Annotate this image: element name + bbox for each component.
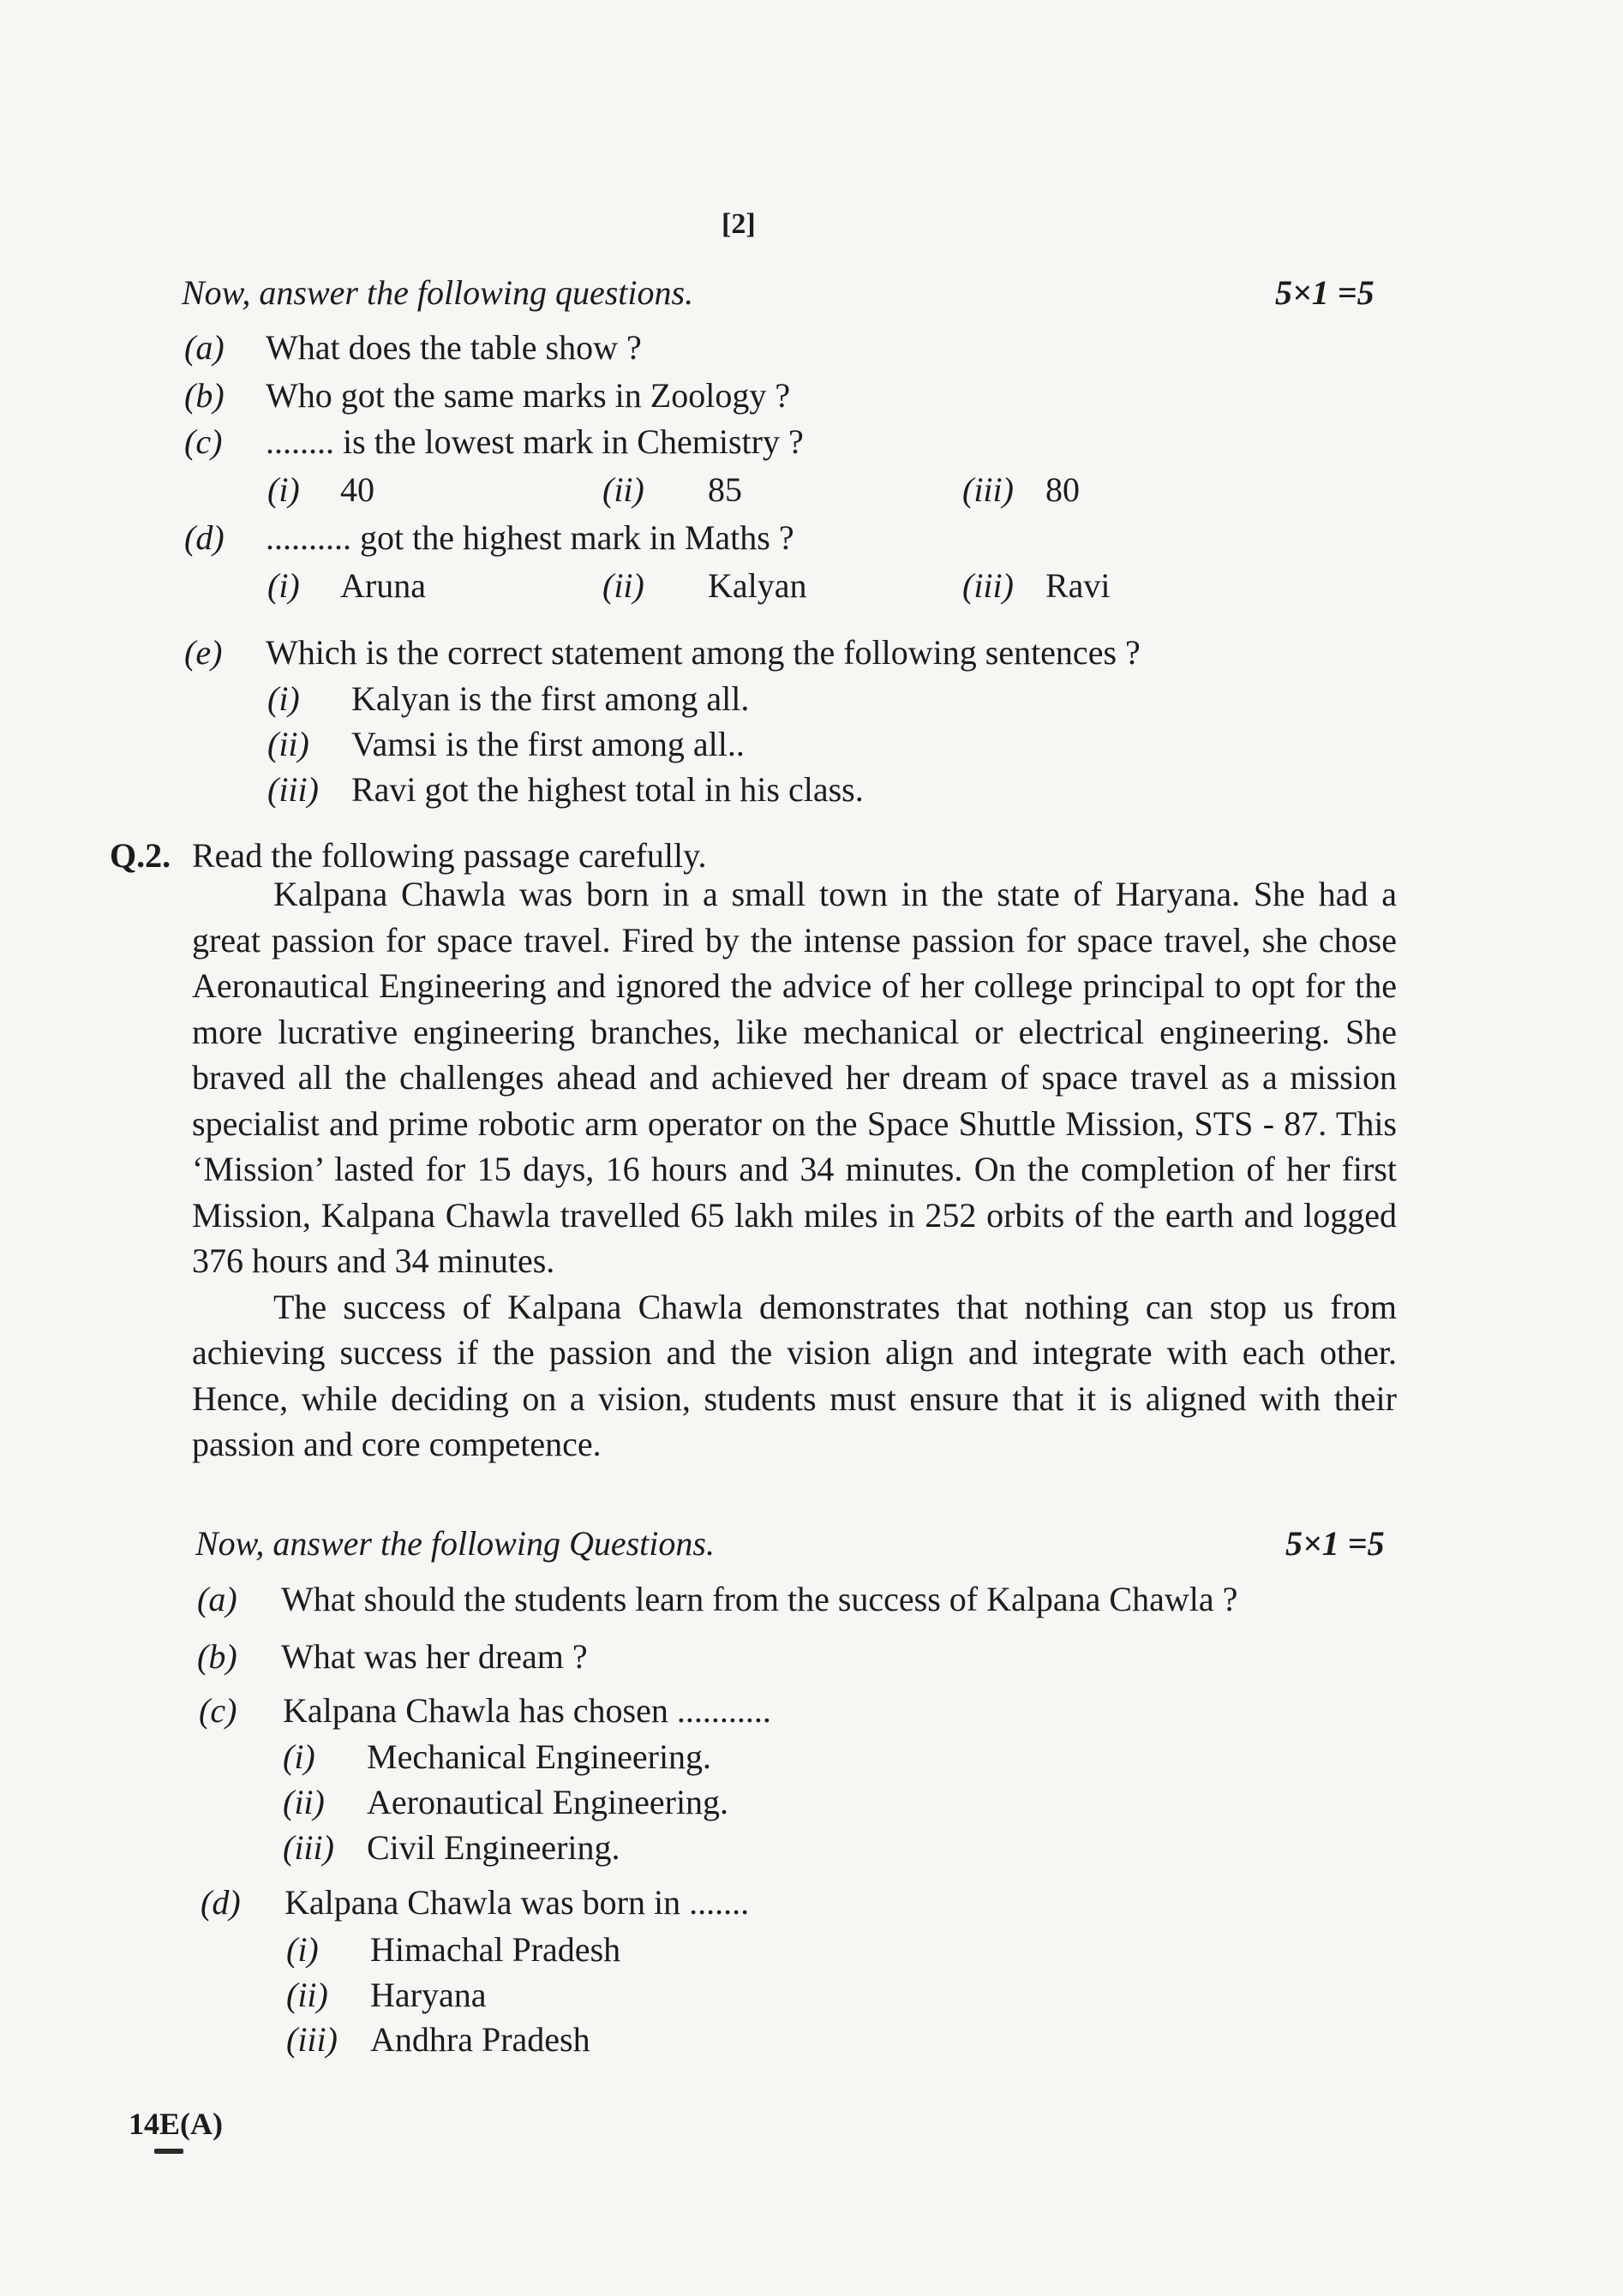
- passage: [192, 871, 1397, 1468]
- section1-marks: 5×1 =5: [1275, 273, 1374, 312]
- question-text: ........ is the lowest mark in Chemistry ?: [266, 422, 804, 461]
- option-label: (i): [267, 679, 300, 718]
- question-label: (c): [184, 422, 223, 461]
- option-label: (iii): [267, 770, 319, 809]
- question-label: (d): [201, 1883, 241, 1922]
- option-text: Aeronautical Engineering.: [367, 1783, 729, 1821]
- option-label: (iii): [283, 1828, 334, 1867]
- question-label: (c): [199, 1691, 237, 1730]
- option-label: (ii): [602, 566, 644, 605]
- page-number: [2]: [722, 208, 756, 240]
- option-text: 40: [340, 470, 374, 509]
- passage-paragraph: Kalpana Chawla was born in a small town in the state of Haryana. She had a great passion for space travel. Fired by the intense passion for space travel, she chose Aeronautical Engineering and ignored the advice of her college principal to opt for the more lucrative engineering branches, like mechanical or electrical engineering. She braved all the challenges ahead and achieved her dream of space travel as a mission specialist and prime robotic arm operator on the Space Shuttle Mission, STS - 87. This ‘Mission’ lasted for 15 days, 16 hours and 34 minutes. On the completion of her first Mission, Kalpana Chawla travelled 65 lakh miles in 252 orbits of the earth and logged 376 hours and 34 minutes.: [192, 875, 1397, 1280]
- option-text: Andhra Pradesh: [370, 2020, 590, 2059]
- option-text: 80: [1045, 470, 1080, 509]
- question-text: What does the table show ?: [266, 328, 642, 367]
- question-text: What was her dream ?: [281, 1637, 588, 1676]
- option-text: Civil Engineering.: [367, 1828, 620, 1867]
- question-label: (a): [184, 328, 225, 367]
- option-label: (ii): [267, 725, 309, 763]
- question-text: Kalpana Chawla has chosen ...........: [283, 1691, 771, 1730]
- option-text: Mechanical Engineering.: [367, 1737, 712, 1776]
- option-text: Kalyan is the first among all.: [351, 679, 750, 718]
- option-text: Ravi: [1045, 566, 1111, 605]
- question-text: Kalpana Chawla was born in .......: [284, 1883, 750, 1922]
- question-label: (b): [184, 376, 225, 415]
- option-text: Haryana: [370, 1976, 487, 2014]
- option-label: (ii): [602, 470, 644, 509]
- question-text: Which is the correct statement among the following sentences ?: [266, 633, 1141, 672]
- option-label: (iii): [962, 470, 1014, 509]
- question-label: (d): [184, 518, 225, 557]
- option-label: (i): [286, 1930, 319, 1969]
- option-text: Ravi got the highest total in his class.: [351, 770, 864, 809]
- section1-heading: Now, answer the following questions.: [182, 273, 694, 312]
- question-number: Q.2.: [110, 836, 171, 875]
- option-label: (ii): [286, 1976, 328, 2014]
- option-label: (ii): [283, 1783, 325, 1821]
- question-label: (b): [197, 1637, 237, 1676]
- option-text: Vamsi is the first among all..: [351, 725, 745, 763]
- option-text: 85: [708, 470, 742, 509]
- option-text: Kalyan: [708, 566, 807, 605]
- question-label: (e): [184, 633, 223, 672]
- q2-instruction: Read the following passage carefully.: [192, 836, 707, 875]
- q2-heading: Now, answer the following Questions.: [195, 1524, 715, 1563]
- option-label: (i): [283, 1737, 315, 1776]
- question-label: (a): [197, 1580, 237, 1618]
- question-text: What should the students learn from the success of Kalpana Chawla ?: [281, 1580, 1238, 1618]
- option-label: (i): [267, 566, 300, 605]
- question-text: .......... got the highest mark in Maths ?: [266, 518, 794, 557]
- option-label: (iii): [962, 566, 1014, 605]
- option-text: Himachal Pradesh: [370, 1930, 621, 1969]
- footer-code: 14E(A): [129, 2107, 223, 2141]
- option-label: (iii): [286, 2020, 338, 2059]
- option-text: Aruna: [340, 566, 426, 605]
- print-mark: [154, 2149, 183, 2154]
- question-text: Who got the same marks in Zoology ?: [266, 376, 791, 415]
- q2-marks: 5×1 =5: [1285, 1524, 1385, 1563]
- option-label: (i): [267, 470, 300, 509]
- passage-paragraph: The success of Kalpana Chawla demonstrates that nothing can stop us from achieving success if the passion and the vision align and integrate with each other. Hence, while deciding on a vision, students must ensure that it is aligned with their passion and core competence.: [192, 1287, 1397, 1463]
